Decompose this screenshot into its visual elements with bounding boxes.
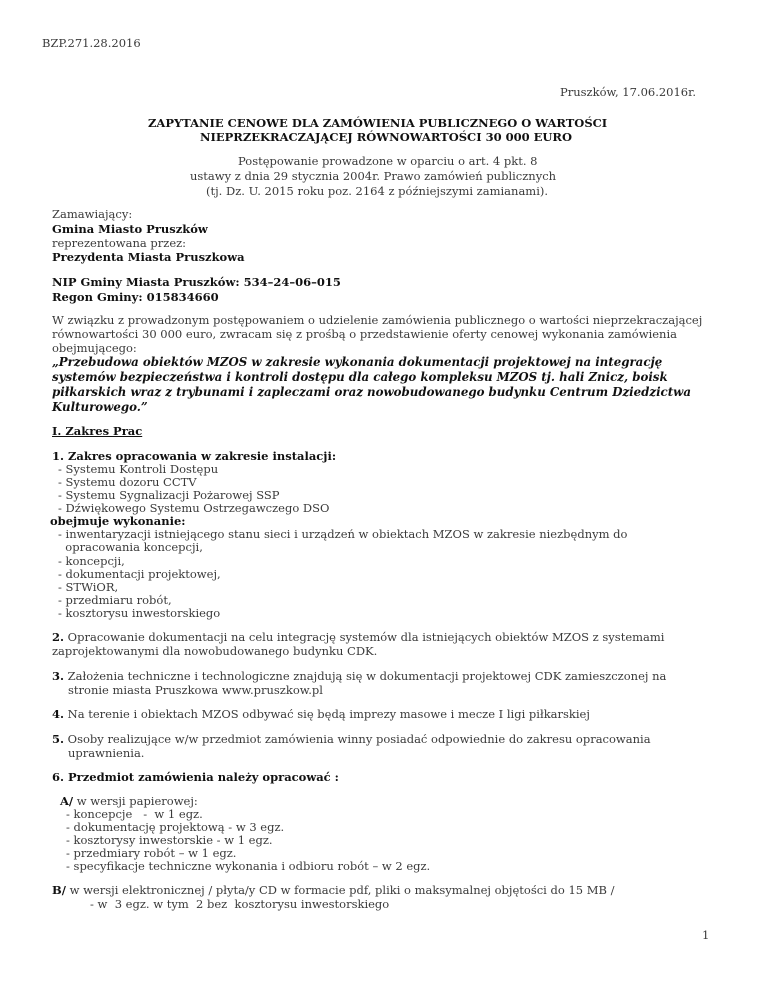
point-6-a-item: - przedmiary robót – w 1 egz. [66, 846, 237, 860]
point-6-a-item: - specyfikacje techniczne wykonania i odbioru robót – w 2 egz. [66, 859, 431, 873]
point-4-number: 4. [52, 707, 65, 721]
title-line-2: NIEPRZEKRACZAJĄCEJ RÓWNOWARTOŚCI 30 000 EURO [200, 130, 572, 144]
legal-basis-line-3: (tj. Dz. U. 2015 roku poz. 2164 z późniejszymi zamianami). [206, 184, 549, 198]
intro-line-1: W związku z prowadzonym postępowaniem o udzielenie zamówienia publicznego o wartości nieprzekraczającej [52, 313, 703, 327]
buyer-name: Gmina Miasto Pruszków [52, 222, 208, 236]
legal-basis-line-1: Postępowanie prowadzone w oparciu o art. 4 pkt. 8 [238, 154, 538, 168]
point-6-a-text: w wersji papierowej: [73, 794, 198, 808]
point-5-text: Osoby realizujące w/w przedmiot zamówienia winny posiadać odpowiednie do zakresu opracowania [64, 732, 651, 746]
point-3-number: 3. [52, 669, 65, 683]
buyer-represented-label: reprezentowana przez: [52, 236, 187, 250]
point-2-line-2: zaprojektowanymi dla nowobudowanego budynku CDK. [52, 644, 378, 658]
place-date: Pruszków, 17.06.2016r. [560, 85, 697, 99]
reference-number: BZP.271.28.2016 [42, 36, 141, 50]
point-1-item: - Dźwiękowego Systemu Ostrzegawczego DSO [58, 501, 330, 515]
point-2-number: 2. [52, 630, 65, 644]
subject-line-1: „Przebudowa obiektów MZOS w zakresie wykonania dokumentacji projektowej na integrację [52, 355, 663, 369]
point-5-line-1 [52, 733, 651, 746]
point-1-include-item: opracowania koncepcji, [58, 540, 203, 554]
point-1-include-item: - dokumentacji projektowej, [58, 567, 221, 581]
point-1-include-item: - przedmiaru robót, [58, 593, 172, 607]
point-1-item: - Systemu Sygnalizacji Pożarowej SSP [58, 488, 280, 502]
page-number: 1 [702, 928, 710, 942]
point-1-include-item: - koncepcji, [58, 554, 125, 568]
point-1-include-item: - STWiOR, [58, 580, 119, 594]
point-2-line-1 [52, 631, 664, 644]
point-6-a-item: - kosztorysy inwestorskie - w 1 egz. [66, 833, 273, 847]
point-6-b-label: B/ [52, 883, 66, 897]
point-1-item: - Systemu dozoru CCTV [58, 475, 197, 489]
point-4-line-1 [52, 708, 590, 721]
point-6-a-item: - dokumentację projektową - w 3 egz. [66, 820, 285, 834]
intro-line-3: obejmującego: [52, 341, 137, 355]
subject-line-3: piłkarskich wraz z trybunami i zapleczami oraz nowobudowanego budynku Centrum Dziedzictwa [52, 385, 691, 399]
buyer-nip: NIP Gminy Miasta Pruszków: 534–24–06–015 [52, 275, 341, 289]
point-3-line-2: stronie miasta Pruszkowa www.pruszkow.pl [68, 683, 323, 697]
point-6-b-item: - w 3 egz. w tym 2 bez kosztorysu inwestorskiego [90, 897, 390, 911]
point-6-a-label: A/ [60, 794, 74, 808]
point-6-heading: 6. Przedmiot zamówienia należy opracować : [52, 770, 339, 784]
point-2-text: Opracowanie dokumentacji na celu integrację systemów dla istniejących obiektów MZOS z systemami [64, 630, 665, 644]
point-1-heading: 1. Zakres opracowania w zakresie instalacji: [52, 449, 337, 463]
point-3-line-1 [52, 670, 666, 683]
point-3-text: Założenia techniczne i technologiczne znajdują się w dokumentacji projektowej CDK zamieszczonej na [64, 669, 667, 683]
point-1-include-item: - kosztorysu inwestorskiego [58, 606, 221, 620]
point-5-line-2: uprawnienia. [68, 746, 145, 760]
buyer-representative: Prezydenta Miasta Pruszkowa [52, 250, 245, 264]
point-6-b-line [52, 884, 615, 897]
point-1-item: - Systemu Kontroli Dostępu [58, 462, 219, 476]
subject-line-2: systemów bezpieczeństwa i kontroli dostępu dla całego kompleksu MZOS tj. hali Znicz, boisk [52, 370, 668, 384]
point-5-number: 5. [52, 732, 65, 746]
legal-basis-line-2: ustawy z dnia 29 stycznia 2004r. Prawo zamówień publicznych [190, 169, 557, 183]
point-1-includes-label: obejmuje wykonanie: [50, 514, 186, 528]
buyer-label: Zamawiający: [52, 207, 133, 221]
point-4-text: Na terenie i obiektach MZOS odbywać się będą imprezy masowe i mecze I ligi piłkarskiej [64, 707, 590, 721]
intro-line-2: równowartości 30 000 euro, zwracam się z prośbą o przedstawienie oferty cenowej wykonania zamówienia [52, 327, 677, 341]
point-1-include-item: - inwentaryzacji istniejącego stanu sieci i urządzeń w obiektach MZOS w zakresie niezbędnym do [58, 527, 628, 541]
subject-line-4: Kulturowego.” [52, 400, 148, 414]
buyer-regon: Regon Gminy: 015834660 [52, 290, 219, 304]
point-6-a-item: - koncepcje - w 1 egz. [66, 807, 203, 821]
section-heading: I. Zakres Prac [52, 424, 143, 438]
point-6-b-text: w wersji elektronicznej / płyta/y CD w formacie pdf, pliki o maksymalnej objętości do 15 MB / [65, 883, 615, 897]
title-line-1: ZAPYTANIE CENOWE DLA ZAMÓWIENIA PUBLICZNEGO O WARTOŚCI [148, 116, 608, 130]
